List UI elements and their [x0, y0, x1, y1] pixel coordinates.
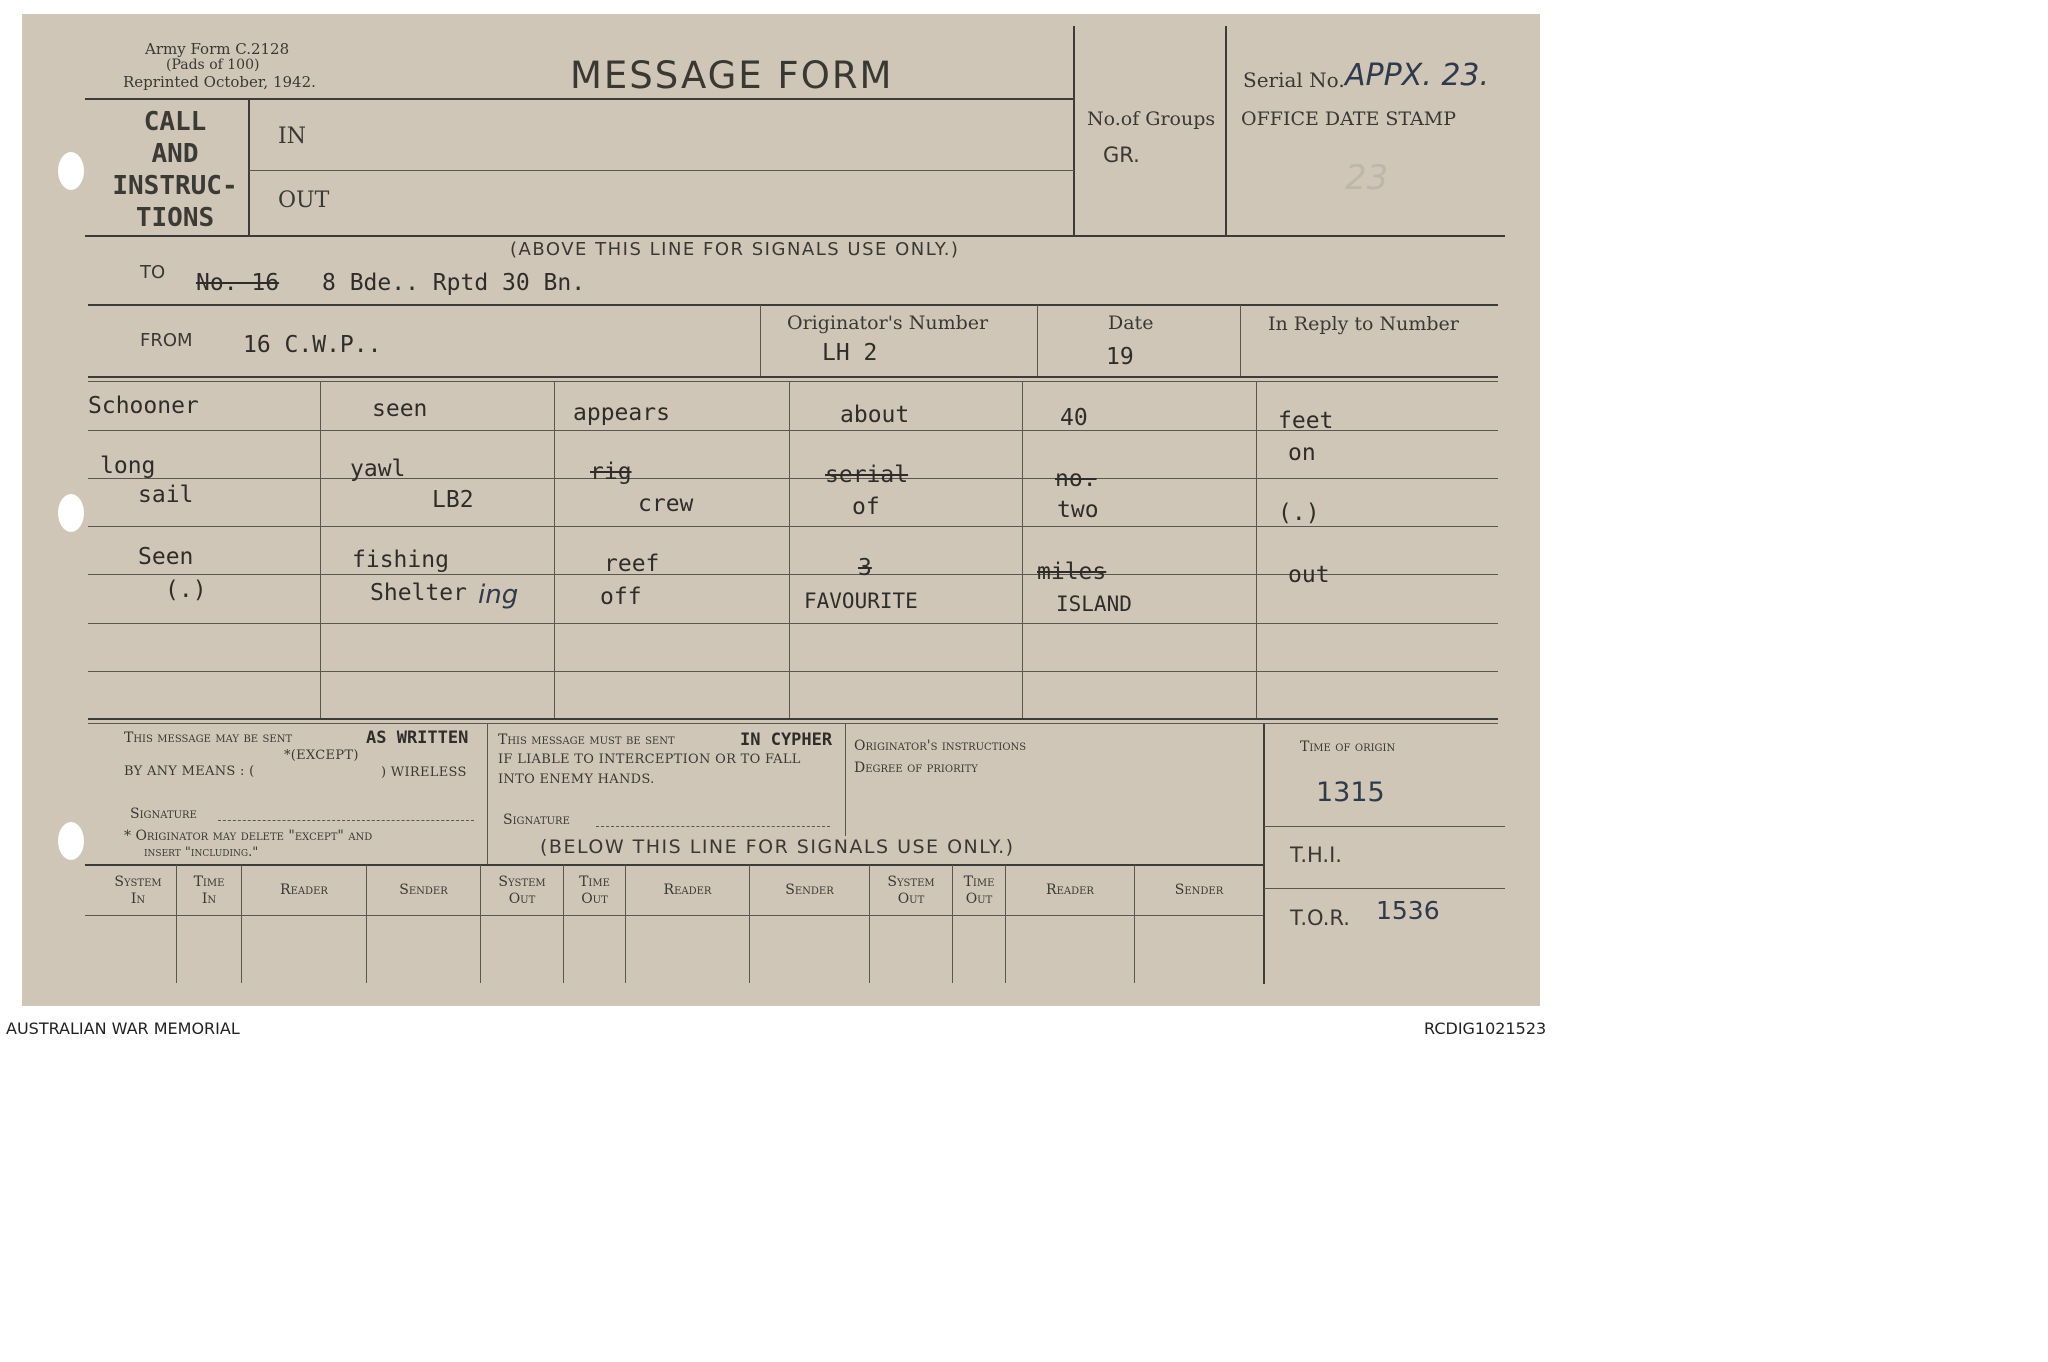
col-header-reader: Reader: [663, 882, 712, 898]
col-header-time-in: Time In: [193, 874, 225, 907]
message-word: FAVOURITE: [804, 589, 918, 613]
degree-of-priority: Degree of priority: [854, 760, 978, 776]
tor-label: T.O.R.: [1290, 906, 1350, 930]
message-word: Seen: [138, 544, 194, 570]
stamp-faint-number: 23: [1345, 158, 1389, 198]
message-word: two: [1057, 497, 1099, 523]
serial-value: APPX. 23.: [1345, 58, 1490, 93]
cypher-line2: IF LIABLE TO INTERCEPTION OR TO FALL: [498, 752, 801, 767]
col-header-sender: Sender: [399, 882, 448, 898]
message-word: out: [1288, 562, 1330, 588]
originator-note-line2: insert "including.": [144, 845, 259, 860]
tor-value: 1536: [1376, 896, 1440, 925]
date-label: Date: [1108, 312, 1154, 334]
reprint-date: Reprinted October, 1942.: [123, 73, 316, 91]
originator-note: * Originator may delete "except" and: [124, 828, 373, 844]
col-header-system-out: System Out: [498, 874, 546, 907]
col-header-reader: Reader: [280, 882, 328, 898]
call-and-instructions: CALL AND INSTRUC- TIONS: [112, 107, 238, 233]
originators-instructions: Originator's instructions: [854, 738, 1027, 754]
below-line-notice: (BELOW THIS LINE FOR SIGNALS USE ONLY.): [540, 836, 1015, 858]
message-word: Shelter: [370, 580, 467, 606]
out-label: OUT: [278, 188, 330, 213]
col-header-system-out: System Out: [887, 874, 935, 907]
cypher-line3: INTO ENEMY HANDS.: [498, 772, 655, 787]
message-word-struck: no.: [1055, 466, 1097, 492]
col-header-sender: Sender: [785, 882, 834, 898]
col-header-sender: Sender: [1174, 882, 1224, 898]
archive-caption-left: AUSTRALIAN WAR MEMORIAL: [6, 1019, 240, 1038]
in-label: IN: [278, 124, 306, 149]
to-struck-value: No. 16: [196, 270, 280, 296]
wireless: ) WIRELESS: [381, 765, 467, 780]
message-word: (.): [1278, 500, 1320, 526]
message-word: yawl: [350, 456, 406, 482]
in-reply-to-label: In Reply to Number: [1268, 313, 1459, 335]
groups-label: No.of Groups: [1087, 108, 1216, 130]
pads-note: (Pads of 100): [166, 57, 260, 73]
message-word: fishing: [352, 547, 449, 573]
message-word: seen: [372, 396, 428, 422]
message-word: about: [840, 402, 910, 428]
serial-label: Serial No.: [1243, 68, 1345, 92]
message-word: feet: [1278, 408, 1334, 434]
above-line-notice: (ABOVE THIS LINE FOR SIGNALS USE ONLY.): [510, 239, 960, 260]
signature-label-mid: Signature: [503, 812, 570, 828]
originator-number-value: LH 2: [822, 340, 878, 366]
message-word-struck: miles: [1037, 559, 1107, 585]
thi-label: T.H.I.: [1290, 843, 1342, 867]
time-of-origin-value: 1315: [1316, 777, 1385, 808]
message-word: crew: [638, 491, 694, 517]
from-label: FROM: [140, 330, 193, 351]
in-cypher: IN CYPHER: [740, 730, 833, 750]
from-value: 16 C.W.P..: [243, 332, 382, 358]
message-word: 40: [1060, 405, 1088, 431]
punch-hole: [58, 494, 84, 532]
message-word-struck: rig: [590, 459, 632, 485]
except-note: *(EXCEPT): [284, 748, 359, 763]
office-date-stamp: OFFICE DATE STAMP: [1241, 108, 1457, 130]
message-word-handwritten: ing: [478, 580, 519, 610]
col-header-reader: Reader: [1046, 882, 1094, 898]
col-header-system-in: System In: [114, 874, 162, 907]
archive-caption-right: RCDIG1021523: [1424, 1019, 1547, 1038]
army-form-number: Army Form C.2128: [145, 40, 290, 58]
message-word: reef: [604, 551, 660, 577]
message-word: of: [852, 494, 880, 520]
as-written: AS WRITTEN: [366, 728, 469, 748]
originator-number-label: Originator's Number: [787, 312, 989, 334]
message-word: on: [1288, 440, 1316, 466]
groups-gr: GR.: [1103, 143, 1140, 167]
to-value: 8 Bde.. Rptd 30 Bn.: [322, 270, 586, 296]
message-word: LB2: [432, 487, 474, 513]
to-label: TO: [140, 262, 166, 283]
message-word-struck: 3: [858, 555, 872, 581]
message-word: ISLAND: [1056, 592, 1132, 616]
message-word: Schooner: [88, 393, 199, 419]
form-title: MESSAGE FORM: [570, 54, 894, 97]
message-word: off: [600, 584, 642, 610]
message-word: long: [100, 453, 156, 479]
cypher-prefix: This message must be sent: [498, 732, 675, 748]
punch-hole: [58, 822, 84, 860]
by-any-means: BY ANY MEANS : (: [124, 764, 255, 779]
col-header-time-out: Time Out: [963, 874, 995, 907]
as-written-prefix: This message may be sent: [124, 730, 293, 746]
col-header-time-out: Time Out: [579, 874, 610, 907]
time-of-origin-label: Time of origin: [1300, 739, 1396, 755]
message-word: (.): [165, 577, 207, 603]
message-word: sail: [138, 482, 194, 508]
message-word-struck: serial: [825, 462, 909, 488]
punch-hole: [58, 152, 84, 190]
date-value: 19: [1106, 344, 1134, 370]
message-word: appears: [573, 400, 670, 426]
signature-label-left: Signature: [130, 806, 197, 822]
